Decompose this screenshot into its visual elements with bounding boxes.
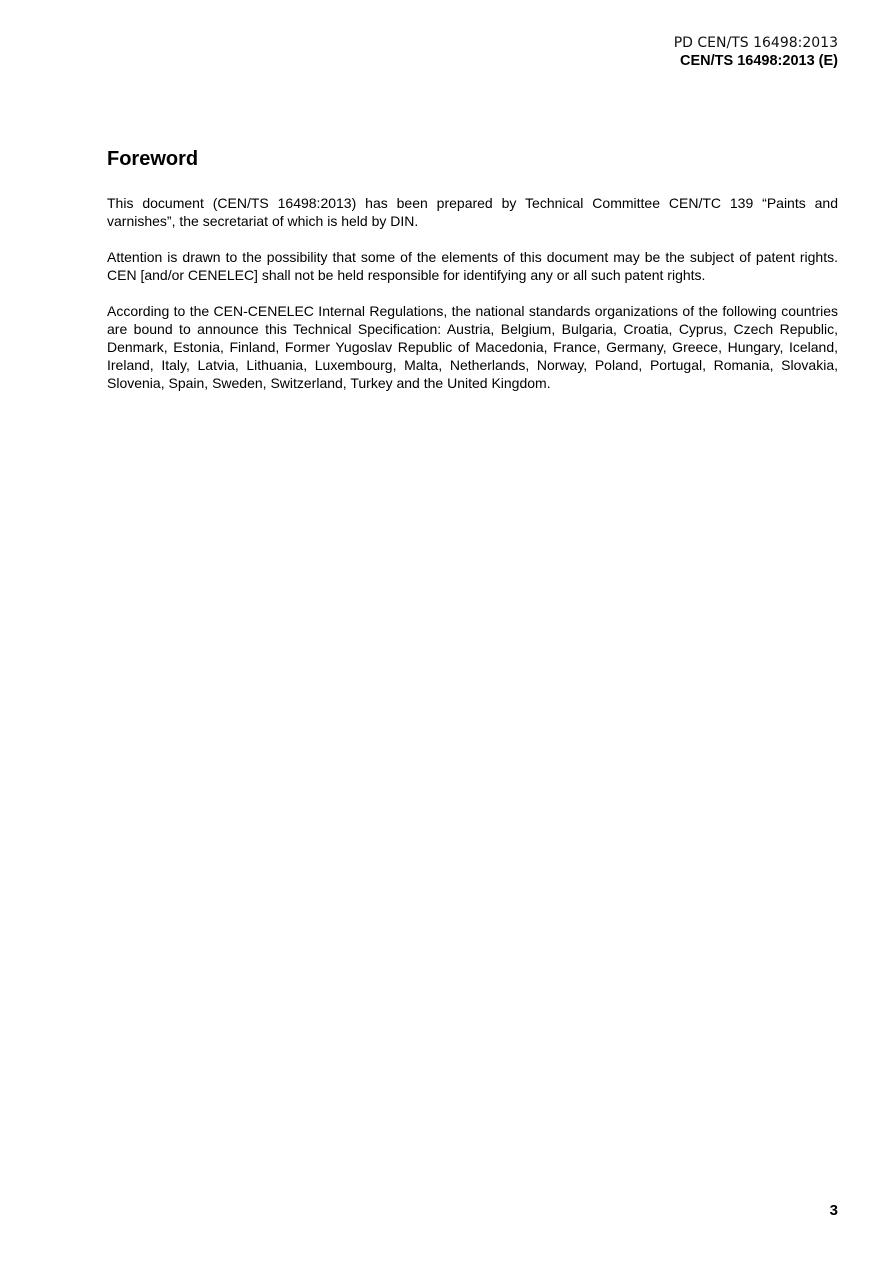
foreword-section xyxy=(107,146,838,410)
header-document-id: PD CEN/TS 16498:2013 xyxy=(673,35,838,51)
page-header xyxy=(674,34,838,70)
page-number: 3 xyxy=(829,1202,838,1219)
foreword-paragraph-2: Attention is drawn to the possibility that some of the elements of this document may be the subject of patent rights. CEN [and/or CENELEC] shall not be held responsible for identifying any or all such patent rights. xyxy=(107,249,838,283)
header-document-id-english: CEN/TS 16498:2013 (E) xyxy=(680,53,838,69)
foreword-paragraph-1: This document (CEN/TS 16498:2013) has been prepared by Technical Committee CEN/TC 139 “Paints and varnishes”, the secretariat of which is held by DIN. xyxy=(107,195,838,229)
foreword-title: Foreword xyxy=(107,148,199,170)
foreword-paragraph-3: According to the CEN-CENELEC Internal Regulations, the national standards organizations of the following countries are bound to announce this Technical Specification: Austria, Belgium, Bulgaria, Croatia, Cyprus, Czech Republic, Denmark, Estonia, Finland, Former Yugoslav Republic of Macedonia, France, Germany, Greece, Hungary, Iceland, Ireland, Italy, Latvia, Lithuania, Luxembourg, Malta, Netherlands, Norway, Poland, Portugal, Romania, Slovakia, Slovenia, Spain, Sweden, Switzerland, Turkey and the United Kingdom. xyxy=(107,303,838,391)
